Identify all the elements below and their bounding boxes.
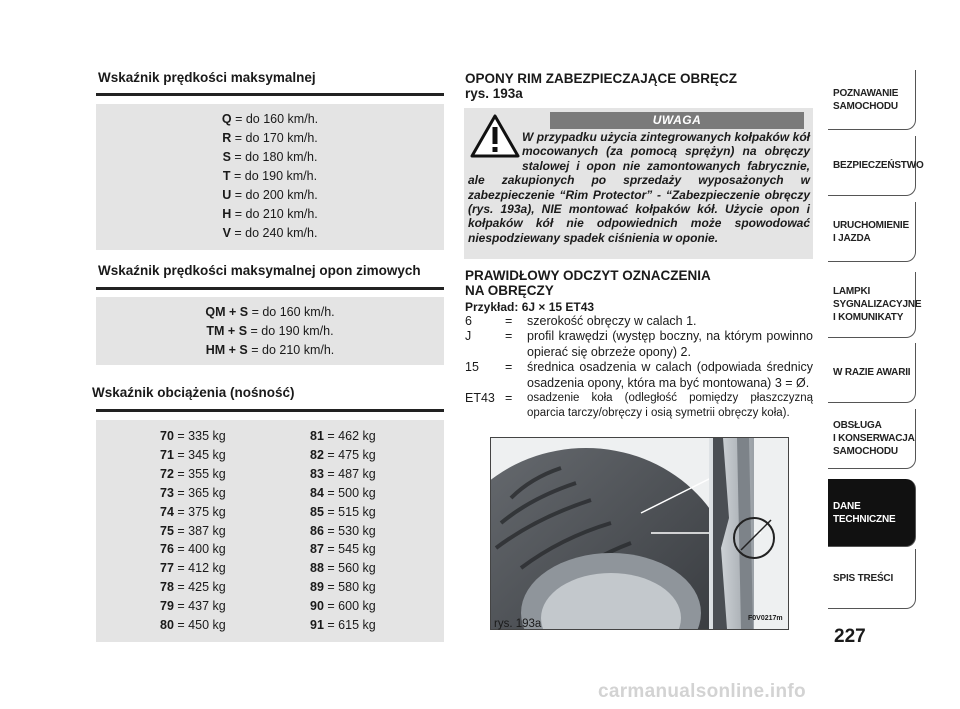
load-row <box>310 616 376 635</box>
load-row <box>160 465 226 484</box>
index-value: = do 240 km/h. <box>234 226 318 240</box>
load-row <box>310 427 376 446</box>
page-number: 227 <box>834 626 866 647</box>
definition-key: J <box>465 329 472 344</box>
load-code: 77 <box>160 561 174 576</box>
index-value: = do 180 km/h. <box>234 150 318 164</box>
load-value: = 515 kg <box>327 504 376 519</box>
chapter-tab-label: W RAZIE AWARII <box>833 367 911 378</box>
load-code: 90 <box>310 599 324 614</box>
load-row <box>160 616 226 635</box>
section-rule <box>96 93 444 96</box>
definition-row <box>465 391 813 422</box>
index-row <box>96 148 444 167</box>
chapter-tab-label: BEZPIECZEŃSTWO <box>833 160 924 171</box>
load-value: = 500 kg <box>327 485 376 500</box>
chapter-tab-label: URUCHOMIENIE I JAZDA <box>833 219 909 244</box>
load-code: 82 <box>310 447 324 462</box>
load-row <box>160 522 226 541</box>
definition-row <box>465 360 813 391</box>
index-value: = do 210 km/h. <box>234 207 318 221</box>
load-code: 87 <box>310 542 324 557</box>
definition-equals: = <box>505 329 513 344</box>
definition-row <box>465 329 813 360</box>
load-value: = 345 kg <box>177 447 226 462</box>
warning-box <box>464 108 813 259</box>
load-row <box>310 484 376 503</box>
definition-row <box>465 314 813 329</box>
marking-example: Przykład: 6J × 15 ET43 <box>465 300 595 314</box>
load-code: 88 <box>310 561 324 576</box>
load-row <box>160 503 226 522</box>
load-row <box>310 503 376 522</box>
load-index-title: Wskaźnik obciążenia (nośność) <box>92 385 295 400</box>
index-row <box>96 322 444 341</box>
index-code: TM + S <box>206 324 248 338</box>
load-value: = 375 kg <box>177 504 226 519</box>
load-row <box>310 597 376 616</box>
index-row <box>96 129 444 148</box>
figure-code: F0V0217m <box>748 615 783 622</box>
speed-index-title: Wskaźnik prędkości maksymalnej <box>98 70 316 85</box>
load-value: = 425 kg <box>177 580 226 595</box>
chapter-tab-2[interactable] <box>828 202 916 262</box>
chapter-tab-label: OBSŁUGA I KONSERWACJA SAMOCHODU <box>833 420 915 457</box>
load-index-right-list <box>310 427 376 635</box>
load-value: = 580 kg <box>327 580 376 595</box>
definition-key: 15 <box>465 360 479 375</box>
marking-title: PRAWIDŁOWY ODCZYT OZNACZENIA NA OBRĘCZY <box>465 268 711 298</box>
load-value: = 600 kg <box>327 599 376 614</box>
warning-text: W przypadku użycia zintegrowanych kołpaków kół mocowanych (za pomocą sprężyn) na obręczy stalowej i opon nie zamontowanych fabrycznie, ale zakupionych po sprzedaży wyposażonych w zabezpieczenie “Rim Protector” - “Zabezpieczenie obręczy (rys. 193a), NIE montować kołpaków kół. Użycie opon i kołpaków kół nie odpowiednich może spowodować niespodziewany spadek ciśnienia w oponie. <box>468 130 810 245</box>
chapter-tab-1[interactable] <box>828 136 924 196</box>
load-value: = 437 kg <box>177 599 226 614</box>
index-row <box>96 167 444 186</box>
marking-definitions <box>465 314 813 422</box>
load-row <box>310 522 376 541</box>
winter-index-title: Wskaźnik prędkości maksymalnej opon zimowych <box>98 263 421 278</box>
index-code: H <box>222 207 232 221</box>
index-value: = do 200 km/h. <box>234 188 318 202</box>
index-code: Q <box>221 112 232 126</box>
section-rule <box>96 409 444 412</box>
chapter-tab-4[interactable] <box>828 343 916 403</box>
warning-label: UWAGA <box>550 112 804 129</box>
chapter-tab-6[interactable] <box>828 479 916 547</box>
load-row <box>310 578 376 597</box>
load-code: 75 <box>160 523 174 538</box>
load-value: = 335 kg <box>177 429 226 443</box>
tire-illustration <box>491 438 788 629</box>
index-value: = do 190 km/h. <box>250 324 334 338</box>
index-row <box>96 303 444 322</box>
index-row <box>96 341 444 360</box>
load-value: = 615 kg <box>327 618 376 633</box>
index-code: T <box>222 169 231 183</box>
load-row <box>310 540 376 559</box>
chapter-tab-7[interactable] <box>828 549 916 609</box>
load-row <box>160 540 226 559</box>
chapter-tab-label: LAMPKI SYGNALIZACYJNE I KOMUNIKATY <box>833 286 922 323</box>
load-row <box>160 578 226 597</box>
load-row <box>310 559 376 578</box>
load-code: 85 <box>310 504 324 519</box>
load-code: 74 <box>160 504 174 519</box>
load-value: = 530 kg <box>327 523 376 538</box>
load-code: 71 <box>160 447 174 462</box>
index-value: = do 170 km/h. <box>234 131 318 145</box>
chapter-tab-label: DANE TECHNICZNE <box>833 500 896 525</box>
load-value: = 412 kg <box>177 561 226 576</box>
load-row <box>160 559 226 578</box>
load-row <box>160 446 226 465</box>
load-code: 79 <box>160 599 174 614</box>
chapter-tab-label: SPIS TREŚCI <box>833 573 894 584</box>
watermark: carmanualsonline.info <box>598 681 806 702</box>
chapter-tab-label: POZNAWANIE SAMOCHODU <box>833 87 899 112</box>
load-code: 80 <box>160 618 174 633</box>
rim-title: OPONY RIM ZABEZPIECZAJĄCE OBRĘCZ rys. 193a <box>465 71 738 101</box>
index-value: = do 160 km/h. <box>251 305 335 319</box>
load-row <box>310 446 376 465</box>
load-value: = 462 kg <box>327 429 376 443</box>
section-rule <box>96 287 444 290</box>
load-code: 70 <box>160 429 174 443</box>
definition-value: szerokość obręczy w calach 1. <box>527 314 697 328</box>
speed-index-box <box>96 104 444 250</box>
definition-value: osadzenie koła (odległość pomiędzy płaszczyzną oparcia tarczy/obręczy i osią symetrii obręczy koła). <box>527 392 813 420</box>
chapter-tab-5[interactable] <box>828 409 916 469</box>
load-row <box>160 427 226 446</box>
chapter-tab-3[interactable] <box>828 272 922 338</box>
chapter-tab-0[interactable] <box>828 70 916 130</box>
load-row <box>160 597 226 616</box>
load-code: 83 <box>310 466 324 481</box>
load-value: = 450 kg <box>177 618 226 633</box>
index-row <box>96 110 444 129</box>
index-value: = do 190 km/h. <box>234 169 318 183</box>
load-value: = 387 kg <box>177 523 226 538</box>
index-code: R <box>222 131 232 145</box>
index-code: U <box>222 188 232 202</box>
index-value: = do 210 km/h. <box>251 343 335 357</box>
load-value: = 487 kg <box>327 466 376 481</box>
figure-caption: rys. 193a <box>494 618 542 630</box>
load-code: 84 <box>310 485 324 500</box>
definition-equals: = <box>505 360 513 375</box>
load-value: = 475 kg <box>327 447 376 462</box>
index-row <box>96 205 444 224</box>
tire-figure <box>490 437 789 630</box>
load-value: = 400 kg <box>177 542 226 557</box>
load-code: 91 <box>310 618 324 633</box>
load-value: = 560 kg <box>327 561 376 576</box>
definition-key: ET43 <box>465 391 495 406</box>
load-code: 78 <box>160 580 174 595</box>
load-code: 81 <box>310 429 324 443</box>
index-code: HM + S <box>205 343 248 357</box>
load-row <box>310 465 376 484</box>
load-index-left-list <box>160 427 226 635</box>
definition-key: 6 <box>465 314 472 328</box>
load-value: = 355 kg <box>177 466 226 481</box>
load-code: 76 <box>160 542 174 557</box>
index-code: QM + S <box>205 305 249 319</box>
index-value: = do 160 km/h. <box>235 112 319 126</box>
definition-value: profil krawędzi (występ boczny, na którym powinno opierać się obrzeże opony) 2. <box>527 329 813 359</box>
load-code: 89 <box>310 580 324 595</box>
load-row <box>160 484 226 503</box>
definition-equals: = <box>505 314 513 328</box>
definition-value: średnica osadzenia w calach (odpowiada średnicy osadzenia opony, która ma być montowana) 3 = Ø. <box>527 360 813 390</box>
load-code: 86 <box>310 523 324 538</box>
index-code: S <box>222 150 231 164</box>
load-index-box <box>96 420 444 642</box>
index-row <box>96 186 444 205</box>
load-value: = 365 kg <box>177 485 226 500</box>
winter-index-box <box>96 297 444 365</box>
load-code: 73 <box>160 485 174 500</box>
index-row <box>96 224 444 243</box>
load-value: = 545 kg <box>327 542 376 557</box>
index-code: V <box>222 226 231 240</box>
definition-equals: = <box>505 391 513 406</box>
load-code: 72 <box>160 466 174 481</box>
